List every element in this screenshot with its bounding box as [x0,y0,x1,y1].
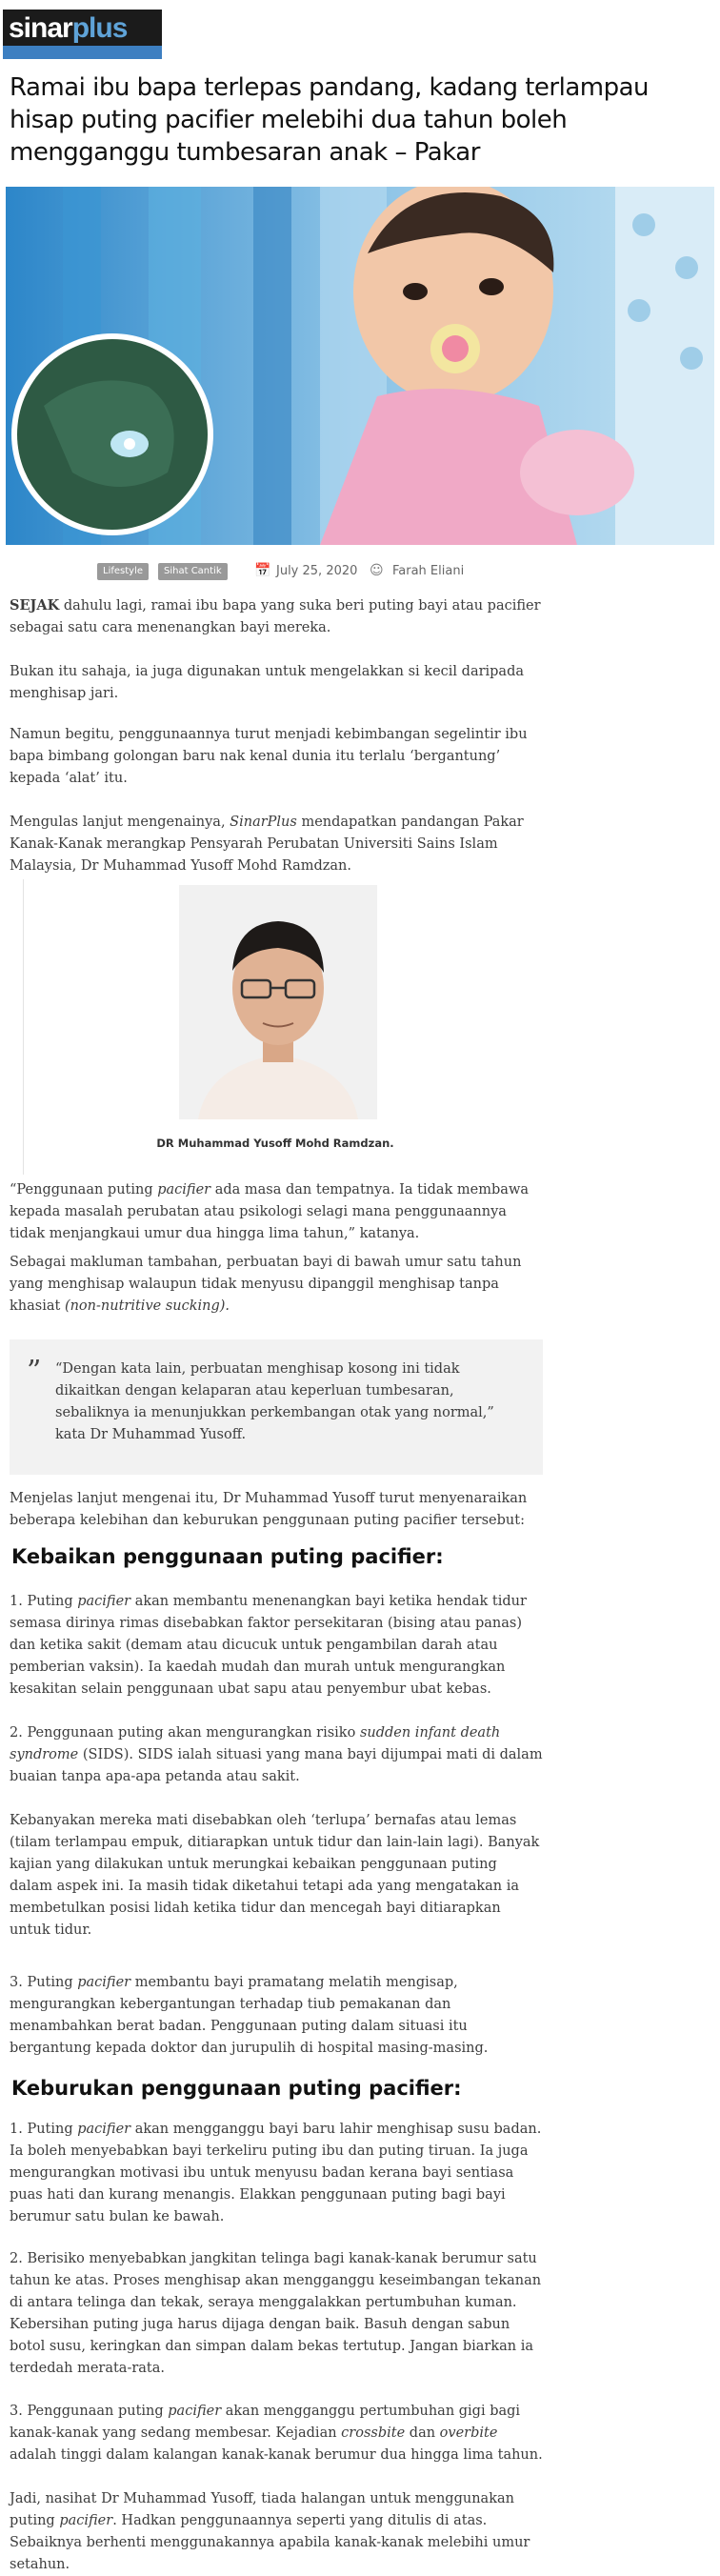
paragraph-1: SEJAK dahulu lagi, ramai ibu bapa yang suka beri puting bayi atau pacifier sebagai satu cara menenangkan bayi mereka. [10,597,541,635]
benefit-2-detail: Kebanyakan mereka mati disebabkan oleh ‘terlupa’ bernafas atau lemas (tilam terlampau empuk, ditiarapkan untuk tidur dan lain-lain lagi). Banyak kajian yang dilakukan untuk merungkai kebaikan penggunaan puting dalam aspek ini. Ia masih tidak diketahui tetapi ada yang mengatakan ia membetulkan posisi lidah ketika tidur dan mencegah bayi ditiarapkan untuk tidur. [10,1813,540,1938]
photo-caption: DR Muhammad Yusoff Mohd Ramdzan. [156,1137,394,1150]
hero-illustration [6,187,714,545]
doctor-portrait [179,885,377,1119]
quote-text: “Dengan kata lain, perbuatan menghisap kosong ini tidak dikaitkan dengan kelaparan atau keperluan tumbesaran, sebaliknya ia menunjukkan perkembangan otak yang normal,” kata Dr Muhammad Yusoff. [55,1361,494,1442]
logo-text-plus: plus [71,12,128,44]
heading-benefits: Kebaikan penggunaan puting pacifier: [11,1545,444,1568]
lead-word: SEJAK [10,597,60,614]
hero-image [6,187,714,545]
logo-text-sinar: sinar [9,12,72,44]
paragraph-3: Namun begitu, penggunaannya turut menjadi kebimbangan segelintir ibu bapa bimbang golongan baru nak kenal dunia itu terlalu ‘bergantung’ kepada ‘alat’ itu. [10,727,528,786]
tag-sihat-cantik[interactable]: Sihat Cantik [158,563,228,580]
site-logo[interactable] [3,10,162,59]
paragraph-8: Jadi, nasihat Dr Muhammad Yusoff, tiada halangan untuk menggunakan puting pacifier. Hadkan penggunaannya seperti yang ditulis di atas. Sebaiknya berhenti menggunakannya apabila kanak-kanak melebihi umur setahun. [10,2491,530,2572]
blockquote [10,1339,543,1475]
article-headline: Ramai ibu bapa terlepas pandang, kadang terlampau hisap puting pacifier melebihi dua tahun boleh mengganggu tumbesaran anak – Pakar [10,73,649,167]
tag-lifestyle[interactable]: Lifestyle [97,563,149,580]
harm-3: 3. Penggunaan puting pacifier akan mengganggu pertumbuhan gigi bagi kanak-kanak yang sedang membesar. Kejadian crossbite dan overbite adalah tinggi dalam kalangan kanak-kanak berumur dua hingga lima tahun. [10,2404,543,2463]
heading-harms: Keburukan penggunaan puting pacifier: [11,2077,462,2100]
paragraph-6: Sebagai makluman tambahan, perbuatan bayi di bawah umur satu tahun yang menghisap walaupun tidak menyusu dipanggil menghisap tanpa khasiat (non-nutritive sucking). [10,1255,522,1314]
article-meta [0,560,720,589]
harm-2: 2. Berisiko menyebabkan jangkitan telinga bagi kanak-kanak berumur satu tahun ke atas. Proses menghisap akan mengganggu keseimbangan tekanan di antara telinga dan tekak, seraya menggalakkan pertumbuhan kuman. Kebersihan puting juga harus dijaga dengan baik. Basuh dengan sabun botol susu, keringkan dan simpan dalam bekas tertutup. Jangan biarkan ia terdedah merata-rata. [10,2251,542,2376]
benefit-3: 3. Puting pacifier membantu bayi pramatang melatih mengisap, mengurangkan kebergantungan terhadap tiub pemakanan dan menambahkan berat badan. Penggunaan puting dalam situasi itu bergantung kepada doktor dan jurupulih di hospital masing-masing. [10,1975,489,2056]
harm-1: 1. Puting pacifier akan mengganggu bayi baru lahir menghisap susu badan. Ia boleh menyebabkan bayi terkeliru puting ibu dan puting tiruan. Ia juga mengurangkan motivasi ibu untuk menyusu badan kerana bayi sentiasa puas hati dan kurang menangis. Elakkan penggunaan puting bagi bayi berumur satu bulan ke bawah. [10,2122,542,2224]
article-author[interactable]: Farah Eliani [392,564,465,578]
paragraph-2: Bukan itu sahaja, ia juga digunakan untuk mengelakkan si kecil daripada menghisap jari. [10,664,525,701]
paragraph-7: Menjelas lanjut mengenai itu, Dr Muhammad Yusoff turut menyenaraikan beberapa kelebihan dan keburukan penggunaan puting pacifier tersebut: [10,1491,528,1528]
quote-icon: ” [27,1355,42,1388]
benefit-2: 2. Penggunaan puting akan mengurangkan risiko sudden infant death syndrome (SIDS). SIDS ialah situasi yang mana bayi dijumpai mati di dalam buaian tanpa apa-apa petanda atau sakit. [10,1725,543,1784]
figure-doctor [23,879,527,1175]
calendar-icon: 📅 [254,563,271,578]
benefit-1: 1. Puting pacifier akan membantu menenangkan bayi ketika hendak tidur semasa dirinya rimas disebabkan faktor persekitaran (bising atau panas) dan ketika sakit (demam atau dicucuk untuk pengambilan darah atau pemberian vaksin). Ia kaedah mudah dan murah untuk mengurangkan kesakitan selain penggunaan ubat sapu atau penyembur ubat kebas. [10,1594,527,1697]
paragraph-5: “Penggunaan puting pacifier ada masa dan tempatnya. Ia tidak membawa kepada masalah perubatan atau psikologi selagi mana penggunaannya tidak menjangkaui umur dua hingga lima tahun,” katanya. [10,1182,529,1241]
paragraph-4: Mengulas lanjut mengenainya, SinarPlus mendapatkan pandangan Pakar Kanak-Kanak merangkap Pensyarah Perubatan Universiti Sains Islam Malaysia, Dr Muhammad Yusoff Mohd Ramdzan. [10,815,524,874]
logo-stripe [3,46,162,59]
user-icon: ☺ [370,563,384,578]
doctor-photo [179,885,377,1119]
article-date: July 25, 2020 [276,564,358,578]
